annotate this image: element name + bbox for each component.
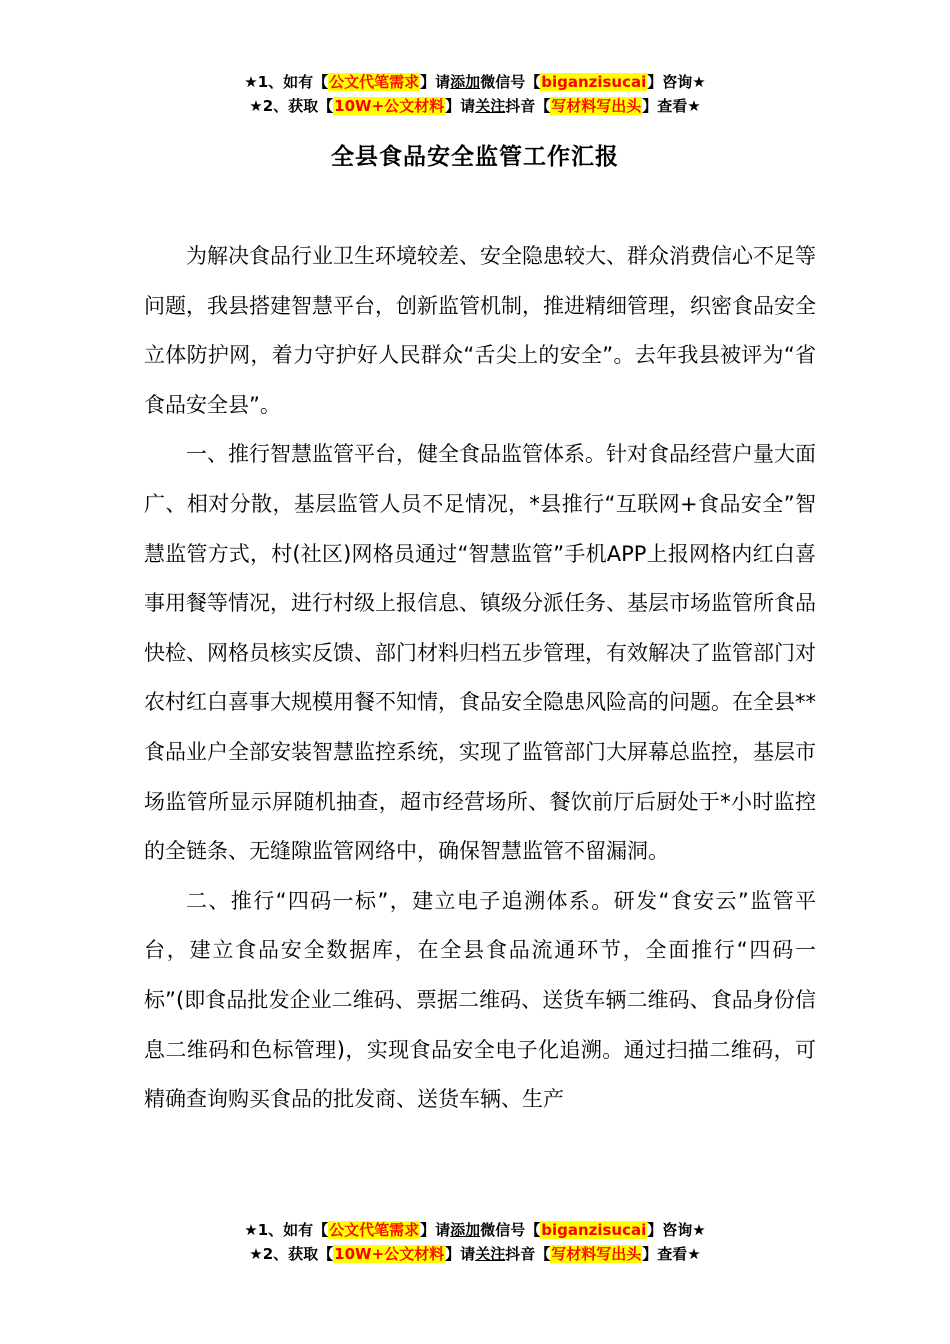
promo-text: 】查看: [642, 97, 688, 115]
promo-text: 微信号【: [480, 1221, 541, 1239]
promo-text: 微信号【: [480, 73, 541, 91]
promo-text: 2、获取【: [262, 97, 334, 115]
star-icon: ★: [692, 73, 706, 91]
promo-text: 】请: [420, 73, 451, 91]
promo-text: 抖音【: [505, 97, 551, 115]
promo-underline: 添加: [450, 73, 481, 91]
promo-line-1: [0, 70, 950, 94]
footer-promo-banner: [0, 1218, 950, 1266]
promo-text: 1、如有【: [257, 1221, 329, 1239]
promo-text: 】请: [445, 97, 476, 115]
star-icon: ★: [687, 97, 701, 115]
promo-line-2: [0, 94, 950, 118]
promo-underline: 添加: [450, 1221, 481, 1239]
paragraph-section-2: 二、推行“四码一标”，建立电子追溯体系。研发“食安云”监管平台，建立食品安全数据库，在全县食品流通环节，全面推行“四码一标”(即食品批发企业二维码、票据二维码、送货车辆二维码、食品身份信息二维码和色标管理)，实现食品安全电子化追溯。通过扫描二维码，可精确查询购买食品的批发商、送货车辆、生产: [144, 888, 816, 1112]
promo-underline: 关注: [475, 97, 506, 115]
star-icon: ★: [692, 1221, 706, 1239]
header-promo-banner: [0, 70, 950, 118]
promo-text: 2、获取【: [262, 1245, 334, 1263]
star-icon: ★: [249, 1245, 263, 1263]
promo-line-1: [0, 1218, 950, 1242]
promo-text: 】咨询: [647, 1221, 693, 1239]
promo-underline: 关注: [475, 1245, 506, 1263]
promo-text: 】请: [445, 1245, 476, 1263]
star-icon: ★: [244, 1221, 258, 1239]
star-icon: ★: [687, 1245, 701, 1263]
promo-highlight: 写材料写出头: [551, 97, 642, 115]
document-title: 全县食品安全监管工作汇报: [331, 144, 619, 170]
promo-text: 】咨询: [647, 73, 693, 91]
promo-highlight: 公文代笔需求: [329, 73, 420, 91]
promo-highlight: 10W+公文材料: [334, 97, 445, 115]
document-body: [144, 232, 816, 1125]
paragraph-intro: 为解决食品行业卫生环境较差、安全隐患较大、群众消费信心不足等问题，我县搭建智慧平台，创新监管机制，推进精细管理，织密食品安全立体防护网，着力守护好人民群众“舌尖上的安全”。去年我县被评为“省食品安全县”。: [144, 244, 816, 417]
promo-text: 】请: [420, 1221, 451, 1239]
promo-line-2: [0, 1242, 950, 1266]
promo-highlight: 公文代笔需求: [329, 1221, 420, 1239]
promo-highlight: biganzisucai: [541, 73, 647, 91]
promo-highlight: biganzisucai: [541, 1221, 647, 1239]
promo-text: 】查看: [642, 1245, 688, 1263]
star-icon: ★: [249, 97, 263, 115]
promo-text: 抖音【: [505, 1245, 551, 1263]
promo-highlight: 写材料写出头: [551, 1245, 642, 1263]
paragraph-section-1: 一、推行智慧监管平台，健全食品监管体系。针对食品经营户量大面广、相对分散，基层监管人员不足情况，*县推行“互联网+食品安全”智慧监管方式，村(社区)网格员通过“智慧监管”手机APP上报网格内红白喜事用餐等情况，进行村级上报信息、镇级分派任务、基层市场监管所食品快检、网格员核实反馈、部门材料归档五步管理，有效解决了监管部门对农村红白喜事大规模用餐不知情，食品安全隐患风险高的问题。在全县**食品业户全部安装智慧监控系统，实现了监管部门大屏幕总监控，基层市场监管所显示屏随机抽查，超市经营场所、餐饮前厅后厨处于*小时监控的全链条、无缝隙监管网络中，确保智慧监管不留漏洞。: [144, 442, 816, 864]
promo-highlight: 10W+公文材料: [334, 1245, 445, 1263]
promo-text: 1、如有【: [257, 73, 329, 91]
star-icon: ★: [244, 73, 258, 91]
